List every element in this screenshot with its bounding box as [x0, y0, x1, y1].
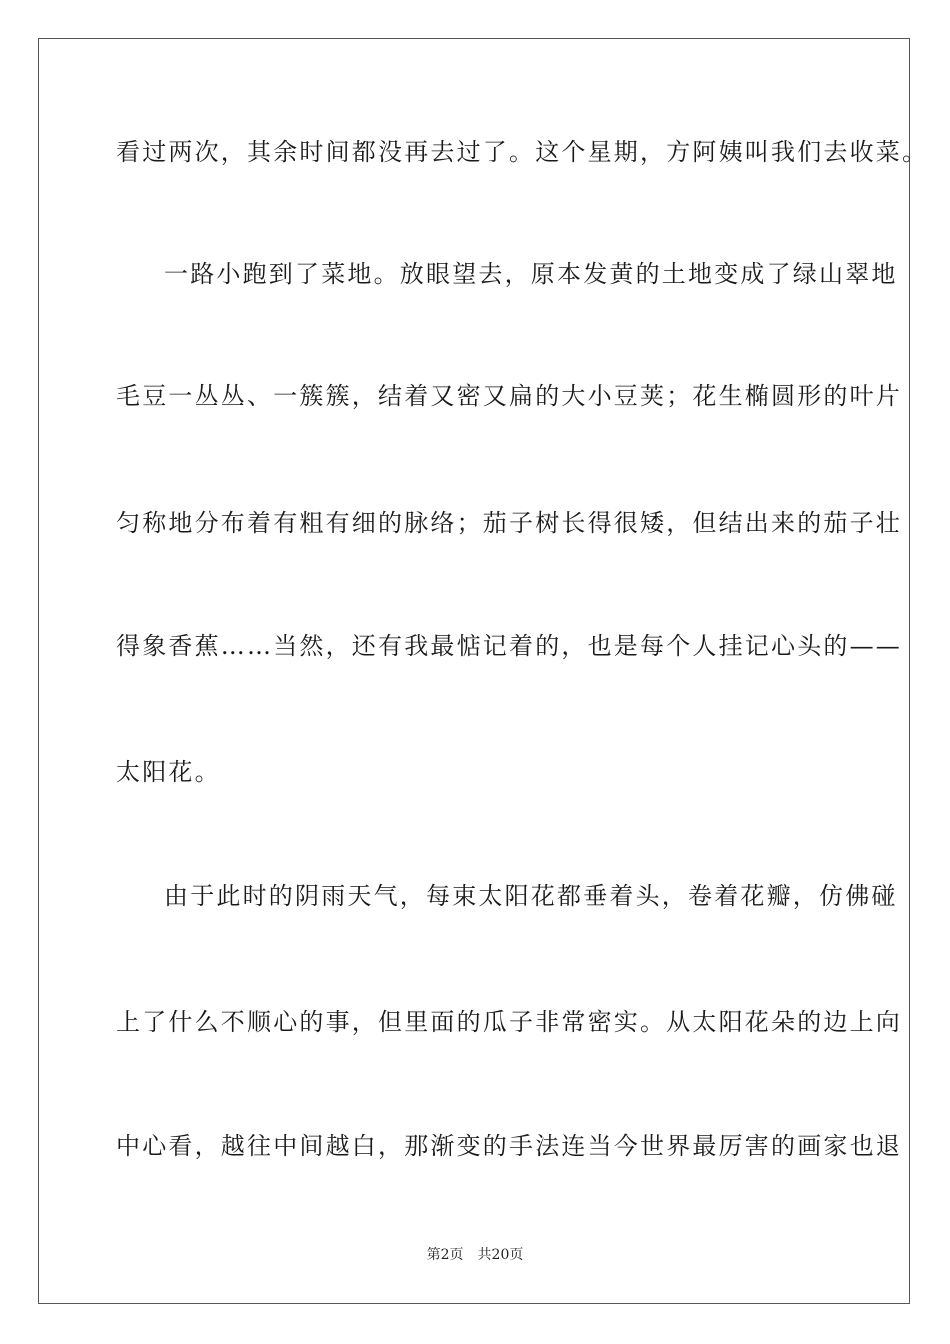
text-line: 上了什么不顺心的事，但里面的瓜子非常密实。从太阳花朵的边上向 [116, 1008, 902, 1036]
paragraph-start-line: 一路小跑到了菜地。放眼望去，原本发黄的土地变成了绿山翠地 [164, 260, 898, 288]
text-line: 中心看，越往中间越白，那渐变的手法连当今世界最厉害的画家也退 [116, 1132, 902, 1160]
text-line: 毛豆一丛丛、一簇簇，结着又密又扁的大小豆荚；花生椭圆形的叶片 [116, 382, 902, 410]
text-line: 匀称地分布着有粗有细的脉络；茄子树长得很矮，但结出来的茄子壮 [116, 509, 902, 537]
page-footer [0, 1246, 950, 1264]
page-number: 第2页 [426, 1247, 464, 1263]
total-pages: 共20页 [477, 1247, 524, 1263]
text-line: 看过两次，其余时间都没再去过了。这个星期，方阿姨叫我们去收菜。 [116, 138, 929, 166]
text-line: 太阳花。 [116, 758, 221, 786]
page-border [38, 38, 929, 1304]
text-line: 得象香蕉……当然，还有我最惦记着的，也是每个人挂记心头的—— [116, 632, 902, 660]
paragraph-start-line: 由于此时的阴雨天气，每束太阳花都垂着头，卷着花瓣，仿佛碰 [164, 882, 898, 910]
